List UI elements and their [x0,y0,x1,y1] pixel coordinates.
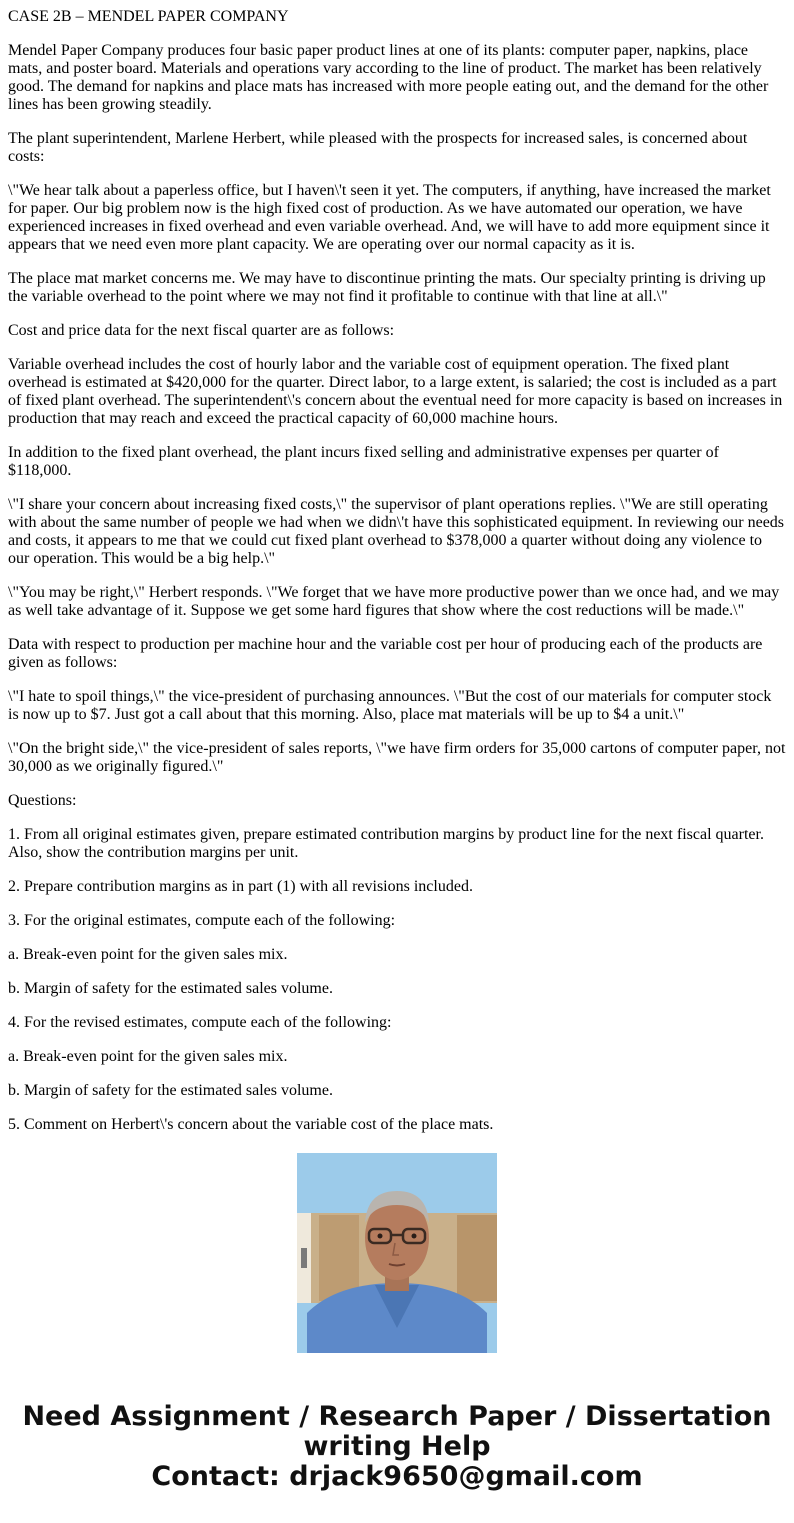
question-item: 2. Prepare contribution margins as in part (1) with all revisions included. [8,878,473,895]
avatar [297,1153,497,1353]
paragraph: Data with respect to production per machine hour and the variable cost per hour of producing each of the products are given as follows: [8,636,763,671]
question-item: 4. For the revised estimates, compute each of the following: [8,1014,392,1031]
paragraph: \"On the bright side,\" the vice-president of sales reports, \"we have firm orders for 35,000 cartons of computer paper, not 30,000 as we originally figured.\" [8,740,786,775]
paragraph: The plant superintendent, Marlene Herbert, while pleased with the prospects for increased sales, is concerned about costs: [8,130,748,165]
question-item: 3. For the original estimates, compute each of the following: [8,912,396,929]
question-subitem: b. Margin of safety for the estimated sales volume. [8,980,333,997]
document-body [8,0,786,1133]
paragraph: Mendel Paper Company produces four basic paper product lines at one of its plants: computer paper, napkins, place mats, and poster board. Materials and operations vary according to the line of product. The market has been relatively good. The demand for napkins and place mats has increased with more people eating out, and the demand for the other lines has been growing steadily. [8,42,769,113]
paragraph: \"I share your concern about increasing fixed costs,\" the supervisor of plant operations replies. \"We are still operating with about the same number of people we had when we didn\'t have this sophisticated equipment. In reviewing our needs and costs, it appears to me that we could cut fixed plant overhead to $378,000 a quarter without doing any violence to our operation. This would be a big help.\" [8,496,785,567]
case-title: CASE 2B – MENDEL PAPER COMPANY [8,8,289,25]
promo-line: Need Assignment / Research Paper / Dissertation [22,1401,772,1432]
paragraph: \"I hate to spoil things,\" the vice-president of purchasing announces. \"But the cost of our materials for computer stock is now up to $7. Just got a call about that this morning. Also, place mat materials will be up to $4 a unit.\" [8,688,772,723]
questions-heading: Questions: [8,792,77,809]
paragraph: The place mat market concerns me. We may have to discontinue printing the mats. Our specialty printing is driving up the variable overhead to the point where we may not find it profitable to continue with that line at all.\" [8,270,766,305]
person-portrait-icon [297,1153,497,1353]
question-subitem: a. Break-even point for the given sales mix. [8,1048,288,1065]
question-subitem: a. Break-even point for the given sales mix. [8,946,288,963]
promo-banner [0,1123,794,1523]
promo-text [0,1402,794,1492]
paragraph: \"We hear talk about a paperless office, but I haven\'t seen it yet. The computers, if anything, have increased the market for paper. Our big problem now is the high fixed cost of production. As we have automated our operation, we have experienced increases in fixed overhead and even variable overhead. And, we will have to add more equipment since it appears that we need even more plant capacity. We are operating over our normal capacity as it is. [8,182,771,253]
paragraph: Cost and price data for the next fiscal quarter are as follows: [8,322,395,339]
promo-line: writing Help [303,1431,491,1462]
question-subitem: b. Margin of safety for the estimated sales volume. [8,1082,333,1099]
paragraph: Variable overhead includes the cost of hourly labor and the variable cost of equipment operation. The fixed plant overhead is estimated at $420,000 for the quarter. Direct labor, to a large extent, is salaried; the cost is included as a part of fixed plant overhead. The superintendent\'s concern about the eventual need for more capacity is based on increases in production that may reach and exceed the practical capacity of 60,000 machine hours. [8,356,783,427]
paragraph: In addition to the fixed plant overhead, the plant incurs fixed selling and administrative expenses per quarter of $118,000. [8,444,719,479]
paragraph: \"You may be right,\" Herbert responds. \"We forget that we have more productive power than we once had, and we may as well take advantage of it. Suppose we get some hard figures that show where the cost reductions will be made.\" [8,584,780,619]
question-item: 5. Comment on Herbert\'s concern about the variable cost of the place mats. [8,1116,494,1133]
contact-email: Contact: drjack9650@gmail.com [151,1461,643,1492]
question-item: 1. From all original estimates given, prepare estimated contribution margins by product line for the next fiscal quarter. Also, show the contribution margins per unit. [8,826,764,861]
